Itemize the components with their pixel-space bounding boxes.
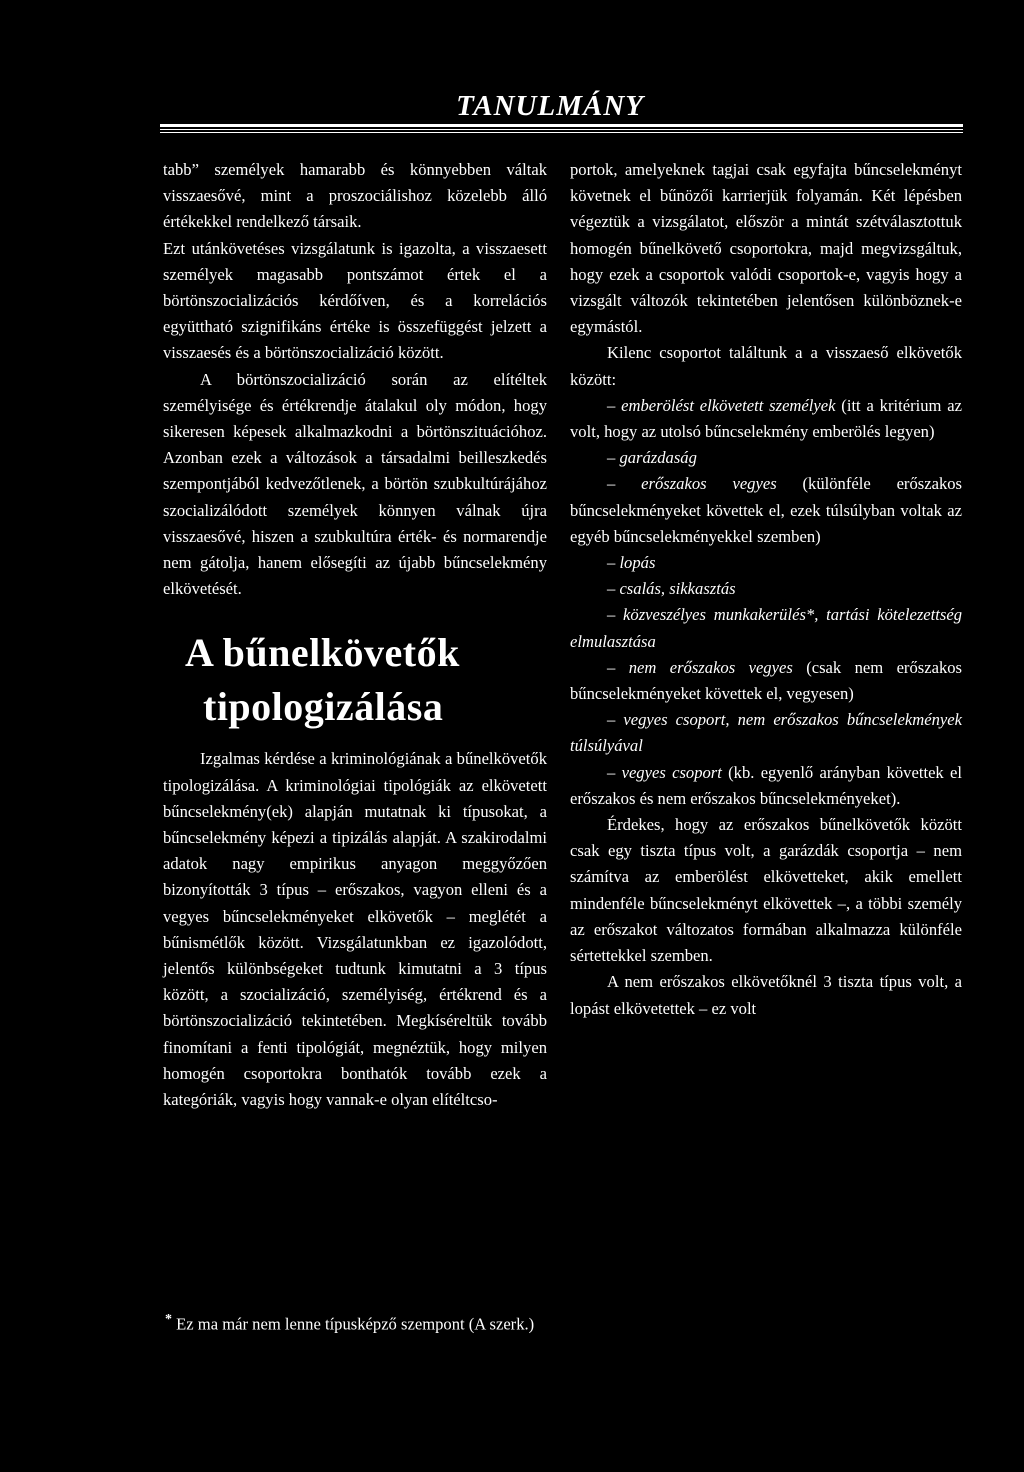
page-header bbox=[0, 84, 1024, 134]
footnote-text: Ez ma már nem lenne típusképző szempont (A szerk.) bbox=[172, 1314, 535, 1334]
list-item-term: – közveszélyes munkakerülés*, tartási kötelezettség elmulasztása bbox=[570, 605, 962, 651]
paragraph: Kilenc csoportot találtunk a a visszaeső elkövetők között: bbox=[570, 343, 962, 389]
list-item bbox=[570, 576, 962, 602]
list-item bbox=[570, 550, 962, 576]
list-item-term: – vegyes csoport bbox=[607, 762, 722, 782]
list-item bbox=[570, 655, 962, 707]
list-item-term: – nem erőszakos vegyes bbox=[607, 657, 793, 677]
list-item bbox=[570, 471, 962, 550]
list-item bbox=[570, 602, 962, 654]
header-rule bbox=[160, 132, 963, 133]
list-item-term: – csalás, sikkasztás bbox=[607, 579, 736, 599]
section-heading-line: A bűnelkövetők bbox=[185, 630, 460, 676]
list-item-term: – garázdaság bbox=[607, 448, 697, 468]
list-item-term: – erőszakos vegyes bbox=[607, 474, 777, 494]
paragraph: tabb” személyek hamarabb és könnyebben váltak visszaesővé, mint a proszociálishoz közelebb álló értékekkel rendelkező társaik. bbox=[163, 160, 547, 232]
footnote bbox=[165, 1307, 534, 1338]
paragraph: A nem erőszakos elkövetőknél 3 tiszta típus volt, a lopást elkövetettek – ez volt bbox=[570, 972, 962, 1018]
list-item-term: – vegyes csoport, nem erőszakos bűncselekmények túlsúlyával bbox=[570, 710, 962, 756]
list-item bbox=[570, 445, 962, 471]
section-heading-line: tipologizálása bbox=[203, 684, 444, 730]
list-item-term: – lopás bbox=[607, 553, 656, 573]
paragraph: Érdekes, hogy az erőszakos bűnelkövetők között csak egy tiszta típus volt, a garázdák csoportja – nem számítva az emberölést elkövetteket, akik emellett mindenféle bűncselekményt elkövettek –, a többi személy az erőszakot változatos formában alkalmazza különféle sértettekkel szemben. bbox=[570, 815, 962, 966]
header-rule bbox=[160, 124, 963, 127]
list-item-term: – emberölést elkövetett személyek bbox=[607, 395, 836, 415]
list-item bbox=[570, 393, 962, 445]
paragraph: A börtönszocializáció során az elítéltek személyisége és értékrendje átalakul oly módon, hogy sikeresen képesek alkalmazkodni a börtönszituációhoz. Azonban ezek a változások a társadalmi beilleszkedés szempontjából kedvezőtlenek, a börtön szubkultúrájához szocializálódott személyek könnyen válnak újra visszaesővé, hiszen a szubkultúra érték- és normarendje nem gátolja, hanem elősegíti az újabb bűncselekmény elkövetését. bbox=[163, 369, 547, 599]
left-column bbox=[163, 157, 547, 1113]
paragraph: Izgalmas kérdése a kriminológiának a bűnelkövetők tipologizálása. A kriminológiai tipológiák az elkövetett bűncselekmény(ek) alapján mutatnak ki típusokat, a bűncselekmény képezi a tipizálás alapját. A szakirodalmi adatok nagy empirikus anyagon meggyőzően bizonyították 3 típus – erőszakos, vagyon elleni és a vegyes bűncselekményeket elkövetők – meglétét a bűnismétlők között. Vizsgálatunkban ez igazolódott, jelentős különbségeket tudtunk kimutatni a 3 típus között, a szocializáció, személyiség, értékrend és a börtönszocializáció tekintetében. Megkíséreltük tovább finomítani a fenti tipológiát, megnéztük, hogy milyen homogén csoportokra bonthatók tovább ezek a kategóriák, vagyis hogy vannak-e olyan elítéltcso- bbox=[163, 749, 547, 1110]
paragraph: portok, amelyeknek tagjai csak egyfajta bűncselekményt követnek el bűnözői karrierjük folyamán. Két lépésben végeztük a vizsgálatot, először a mintát szétválasztottuk homogén bűnelkövető csoportokra, majd megvizsgáltuk, hogy ezek a csoportok valódi csoportok-e, vagyis hogy a vizsgált változók tekintetében jelentősen különböznek-e egymástól. bbox=[570, 160, 962, 337]
section-heading bbox=[185, 626, 547, 734]
list-item bbox=[570, 707, 962, 759]
list-item-desc: (különféle erőszakos bűncselekményeket követtek el, ezek túlsúlyban voltak az egyéb bűncselekményekkel szemben) bbox=[570, 474, 962, 546]
section-header-title: TANULMÁNY bbox=[456, 90, 644, 122]
paragraph: Ezt utánkövetéses vizsgálatunk is igazolta, a visszaesett személyek magasabb pontszámot értek el a börtönszocializációs kérdőíven, és a korrelációs együttható szignifikáns értéke is összefüggést jelzett a visszaesés és a börtönszocializáció között. bbox=[163, 238, 547, 363]
list-item bbox=[570, 760, 962, 812]
list-item-desc: (kb. egyenlő arányban követtek el erőszakos és nem erőszakos bűncselekményeket). bbox=[570, 762, 962, 808]
list-item-desc: (itt a kritérium az volt, hogy az utolsó bűncselekmény emberölés legyen) bbox=[570, 395, 962, 442]
header-rule bbox=[160, 129, 963, 130]
right-column bbox=[570, 157, 962, 1022]
list-item-desc: (csak nem erőszakos bűncselekményeket követtek el, vegyesen) bbox=[570, 657, 962, 704]
footnote-marker: * bbox=[165, 1312, 172, 1327]
